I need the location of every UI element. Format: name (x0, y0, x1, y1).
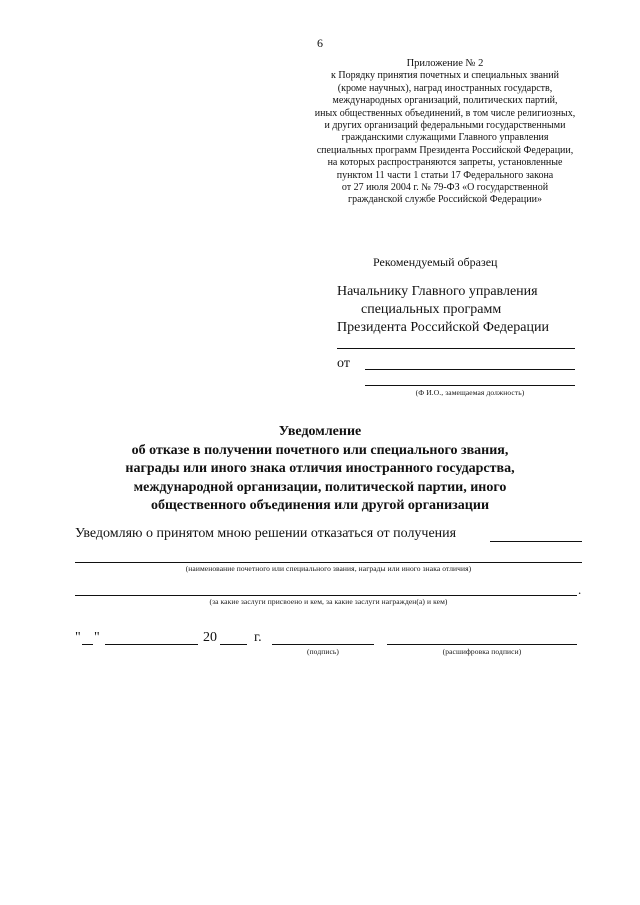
year-prefix: 20 (203, 630, 217, 645)
signature-blank-line[interactable] (272, 644, 374, 645)
notice-title: Уведомление (278, 424, 362, 439)
from-blank-line[interactable] (365, 369, 575, 370)
merits-caption: (за какие заслуги присвоено и кем, за какие заслуги награжден(а) и кем) (209, 597, 448, 606)
award-blank-line-short[interactable] (490, 541, 582, 542)
appendix-line: гражданскими служащими Главного управления (341, 132, 549, 144)
signature-caption: (подпись) (306, 647, 340, 656)
appendix-line: (кроме научных), наград иностранных государств, (337, 82, 553, 94)
from-label: от (337, 356, 350, 371)
appendix-line: гражданской службе Российской Федерации» (348, 194, 542, 206)
signature-decode-blank-line[interactable] (387, 644, 577, 645)
recommended-sample-label: Рекомендуемый образец (373, 255, 498, 269)
notice-subtitle-line: общественного объединения или другой организации (150, 498, 490, 513)
quote-open: " (75, 630, 81, 645)
appendix-title: Приложение № 2 (406, 58, 484, 69)
appendix-line: специальных программ Президента Российской Федерации, (316, 144, 574, 156)
notice-subtitle-line: об отказе в получении почетного или специального звания, (131, 442, 509, 458)
day-blank-line[interactable] (82, 644, 93, 645)
appendix-line: на которых распространяются запреты, установленные (327, 157, 563, 169)
appendix-line: пунктом 11 части 1 статьи 17 Федерального закона (336, 169, 554, 181)
notice-subtitle-line: награды или иного знака отличия иностранного государства, (125, 461, 515, 476)
award-blank-line[interactable] (75, 562, 582, 563)
appendix-line: иных общественных объединений, в том числе религиозных, (314, 107, 576, 119)
addressee-line: Начальнику Главного управления (337, 284, 538, 299)
notice-subtitle-line: международной организации, политической партии, иного (133, 479, 507, 495)
quote-close: " (94, 630, 100, 645)
line-end-mark: . (578, 582, 582, 597)
appendix-line: и других организаций федеральными государственными (324, 120, 566, 132)
year-blank-line[interactable] (220, 644, 247, 645)
merits-blank-line[interactable] (75, 595, 577, 596)
addressee-line: Президента Российской Федерации (337, 320, 549, 335)
notice-body-text: Уведомляю о принятом мною решении отказаться от получения (75, 526, 457, 541)
addressee-block (337, 283, 549, 337)
signature-decode-caption: (расшифровка подписи) (442, 647, 522, 656)
year-suffix: г. (254, 630, 262, 645)
month-blank-line[interactable] (105, 644, 198, 645)
appendix-line: к Порядку принятия почетных и специальных званий (331, 70, 559, 82)
appendix-line: от 27 июля 2004 г. № 79-ФЗ «О государственной (341, 182, 549, 194)
position-blank-line[interactable] (365, 385, 575, 386)
notice-heading (0, 423, 640, 516)
addressee-blank-line[interactable] (337, 348, 575, 349)
appendix-line: международных организаций, политических партий, (332, 95, 558, 107)
addressee-line: специальных программ (361, 302, 502, 317)
page-number: 6 (317, 36, 323, 50)
award-name-caption: (наименование почетного или специального звания, награды или иного знака отличия) (185, 564, 472, 573)
from-caption: (Ф И.О., замещаемая должность) (415, 388, 525, 397)
appendix-block (275, 58, 615, 207)
